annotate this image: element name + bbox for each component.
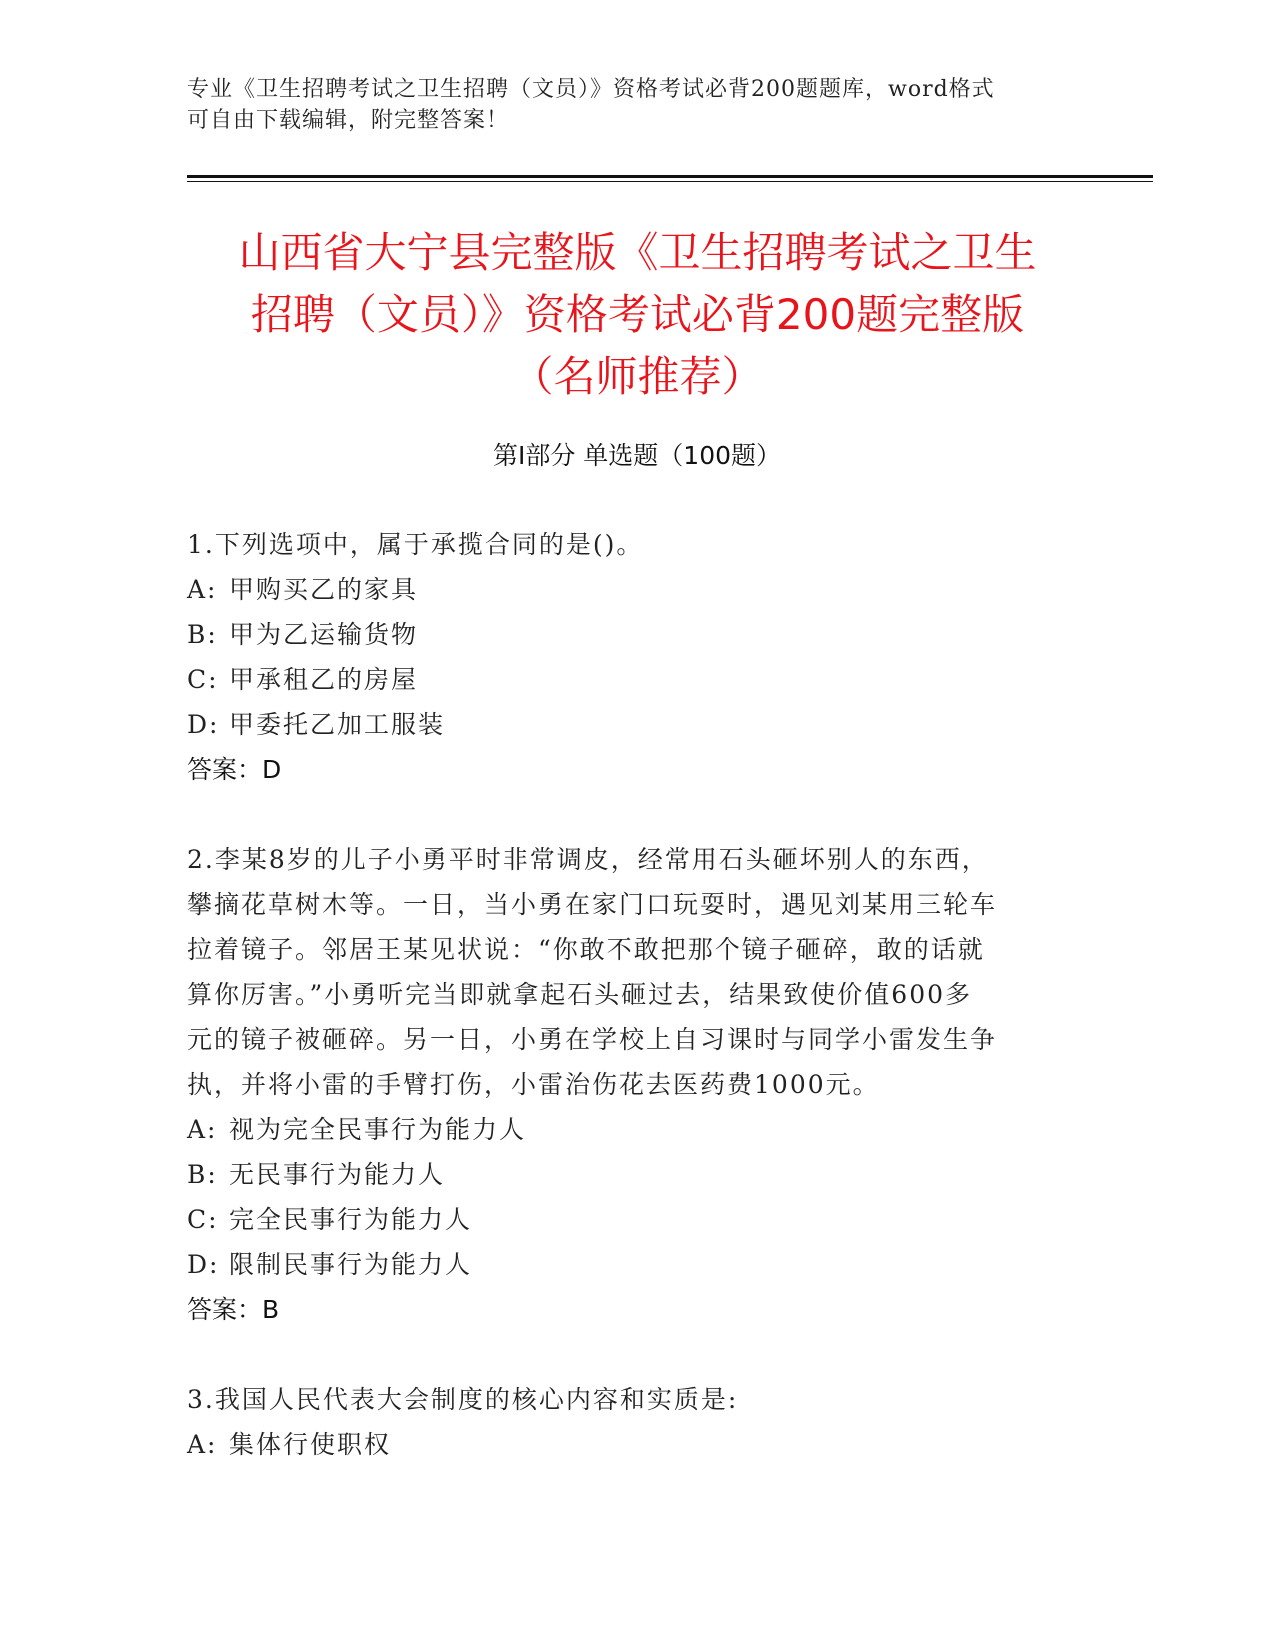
question-2	[187, 837, 1067, 1332]
option-d	[187, 1242, 1067, 1287]
option-text: 视为完全民事行为能力人	[229, 1115, 527, 1144]
option-letter: D:	[187, 710, 220, 739]
option-text: 甲委托乙加工服装	[229, 710, 446, 739]
question-stem-line: 执，并将小雷的手臂打伤，小雷治伤花去医药费1000元。	[187, 1070, 880, 1099]
option-letter: C:	[187, 1205, 219, 1234]
question-stem-line: 攀摘花草树木等。一日，当小勇在家门口玩耍时，遇见刘某用三轮车	[187, 890, 998, 919]
header-divider-thin	[187, 181, 1153, 182]
option-text: 无民事行为能力人	[229, 1160, 446, 1189]
header-note	[187, 74, 1067, 136]
option-c	[187, 657, 1067, 702]
header-note-line: 专业《卫生招聘考试之卫生招聘（文员）》资格考试必背200题题库，word格式	[187, 77, 995, 102]
header-divider-thick	[187, 175, 1153, 178]
document-title-line: （名师推荐）	[511, 352, 764, 401]
option-b	[187, 612, 1067, 657]
question-stem-line: 1.下列选项中，属于承揽合同的是()。	[187, 530, 644, 559]
question-stem-line: 3.我国人民代表大会制度的核心内容和实质是:	[187, 1385, 739, 1414]
answer-line: 答案：D	[187, 755, 282, 784]
answer-line: 答案：B	[187, 1295, 280, 1324]
option-text: 集体行使职权	[229, 1430, 392, 1459]
question-stem-line: 2.李某8岁的儿子小勇平时非常调皮，经常用石头砸坏别人的东西，	[187, 845, 989, 874]
option-letter: A:	[187, 1430, 218, 1459]
option-a	[187, 1422, 1067, 1467]
section-heading: 第Ⅰ部分 单选题（100题）	[492, 441, 782, 470]
header-note-line: 可自由下载编辑，附完整答案！	[187, 108, 510, 133]
option-text: 甲为乙运输货物	[229, 620, 419, 649]
option-a	[187, 567, 1067, 612]
question-stem-line: 元的镜子被砸碎。另一日，小勇在学校上自习课时与同学小雷发生争	[187, 1025, 998, 1054]
question-3	[187, 1377, 1067, 1467]
option-letter: B:	[187, 620, 218, 649]
option-letter: B:	[187, 1160, 218, 1189]
option-b	[187, 1152, 1067, 1197]
option-text: 甲购买乙的家具	[229, 575, 419, 604]
option-text: 甲承租乙的房屋	[229, 665, 419, 694]
question-stem-line: 算你厉害。”小勇听完当即就拿起石头砸过去，结果致使价值600多	[187, 980, 973, 1009]
option-text: 限制民事行为能力人	[229, 1250, 473, 1279]
question-stem	[187, 837, 1067, 1107]
option-d	[187, 702, 1067, 747]
document-title-line: 山西省大宁县完整版《卫生招聘考试之卫生	[238, 228, 1037, 277]
option-a	[187, 1107, 1067, 1152]
option-letter: A:	[187, 575, 218, 604]
option-letter: C:	[187, 665, 219, 694]
option-letter: D:	[187, 1250, 220, 1279]
question-stem	[187, 1377, 1067, 1422]
option-letter: A:	[187, 1115, 218, 1144]
question-stem	[187, 522, 1067, 567]
question-stem-line: 拉着镜子。邻居王某见状说：“你敢不敢把那个镜子砸碎，敢的话就	[187, 935, 985, 964]
option-c	[187, 1197, 1067, 1242]
option-text: 完全民事行为能力人	[229, 1205, 473, 1234]
document-title	[160, 222, 1115, 408]
document-title-line: 招聘（文员）》资格考试必背200题完整版	[250, 290, 1025, 339]
question-1	[187, 522, 1067, 792]
